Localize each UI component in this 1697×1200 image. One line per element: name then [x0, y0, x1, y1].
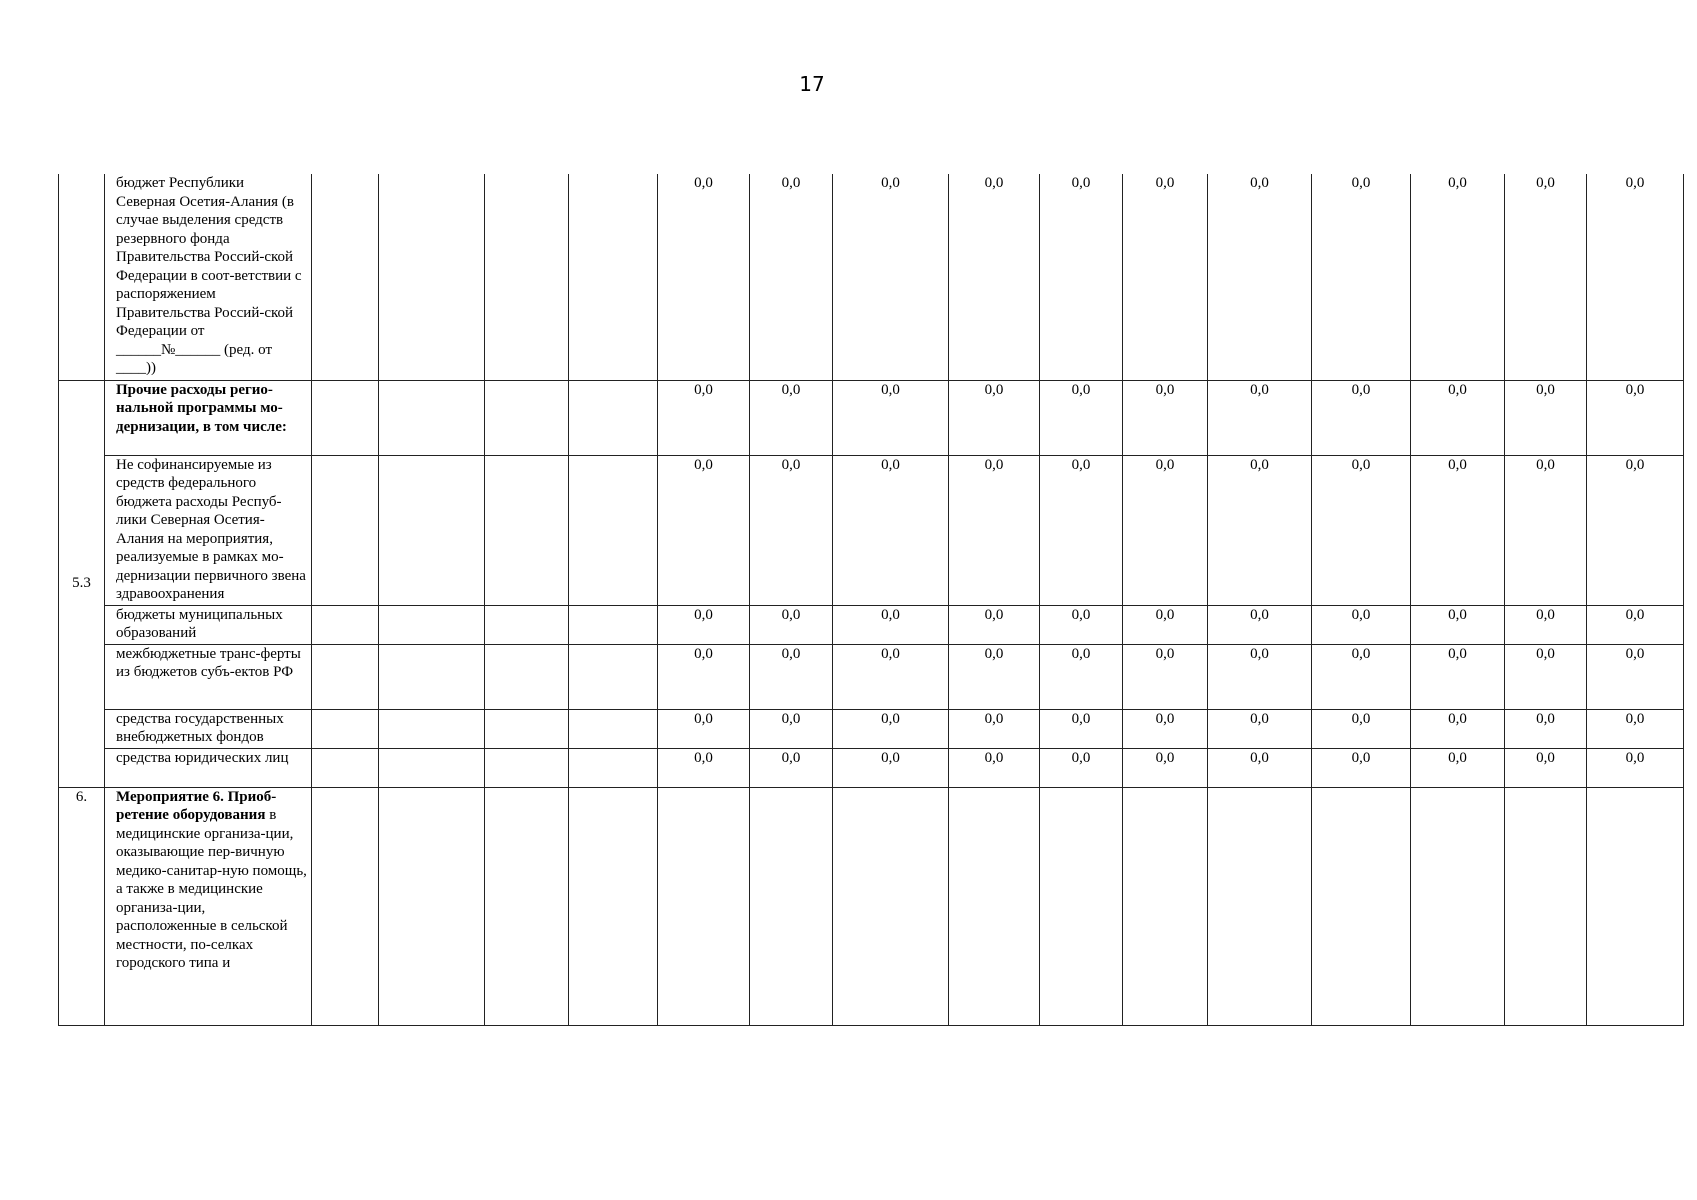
row-index-cell: 6. [59, 787, 105, 1025]
value-cell: 0,0 [1505, 748, 1587, 787]
empty-cell [569, 380, 658, 455]
value-cell: 0,0 [833, 748, 949, 787]
row-name-cell: Прочие расходы регио-нальной программы мо-дернизации, в том числе: [105, 380, 312, 455]
empty-cell [312, 709, 379, 748]
value-cell [1208, 787, 1312, 1025]
empty-cell [569, 455, 658, 605]
empty-cell [569, 709, 658, 748]
value-cell: 0,0 [949, 644, 1040, 709]
value-cell: 0,0 [1040, 455, 1123, 605]
value-cell: 0,0 [833, 455, 949, 605]
row-name-cell: бюджет Республики Северная Осетия-Алания (в случае выделения средств резервного фонда Правительства Россий-ской Федерации в соот-ветствии с распоряжением Правительства Россий-ской Федерации от ______№______ (ред. от ____)) [105, 174, 312, 380]
value-cell: 0,0 [1411, 605, 1505, 644]
value-cell: 0,0 [1587, 380, 1684, 455]
value-cell: 0,0 [949, 174, 1040, 380]
value-cell: 0,0 [1505, 174, 1587, 380]
table-row [59, 174, 1684, 380]
value-cell [750, 787, 833, 1025]
empty-cell [312, 174, 379, 380]
empty-cell [379, 787, 485, 1025]
value-cell: 0,0 [1505, 644, 1587, 709]
value-cell: 0,0 [750, 605, 833, 644]
value-cell: 0,0 [750, 748, 833, 787]
value-cell: 0,0 [1587, 644, 1684, 709]
value-cell: 0,0 [1411, 174, 1505, 380]
value-cell: 0,0 [1208, 174, 1312, 380]
value-cell: 0,0 [1208, 644, 1312, 709]
value-cell: 0,0 [1123, 455, 1208, 605]
value-cell [1123, 787, 1208, 1025]
value-cell: 0,0 [1040, 748, 1123, 787]
value-cell: 0,0 [1411, 709, 1505, 748]
value-cell: 0,0 [833, 644, 949, 709]
row-name-cell: средства государственных внебюджетных фондов [105, 709, 312, 748]
value-cell: 0,0 [750, 174, 833, 380]
budget-table [58, 174, 1684, 1026]
empty-cell [485, 380, 569, 455]
value-cell: 0,0 [1312, 174, 1411, 380]
value-cell: 0,0 [1587, 605, 1684, 644]
value-cell: 0,0 [1123, 380, 1208, 455]
value-cell: 0,0 [1312, 644, 1411, 709]
table-row [59, 748, 1684, 787]
value-cell [1411, 787, 1505, 1025]
value-cell: 0,0 [833, 174, 949, 380]
value-cell: 0,0 [949, 748, 1040, 787]
value-cell: 0,0 [1208, 709, 1312, 748]
value-cell: 0,0 [1411, 644, 1505, 709]
value-cell: 0,0 [750, 644, 833, 709]
value-cell: 0,0 [1123, 748, 1208, 787]
row-index-cell: 5.3 [59, 380, 105, 787]
value-cell: 0,0 [1040, 709, 1123, 748]
value-cell: 0,0 [1040, 605, 1123, 644]
row-name-cell [105, 787, 312, 1025]
empty-cell [312, 748, 379, 787]
empty-cell [485, 644, 569, 709]
value-cell: 0,0 [833, 605, 949, 644]
value-cell: 0,0 [1208, 605, 1312, 644]
event-title: Мероприятие 6. Приоб-ретение оборудования [116, 788, 277, 823]
value-cell: 0,0 [949, 709, 1040, 748]
empty-cell [379, 605, 485, 644]
page-number: 17 [799, 72, 825, 96]
value-cell [833, 787, 949, 1025]
value-cell: 0,0 [1040, 644, 1123, 709]
empty-cell [312, 605, 379, 644]
value-cell: 0,0 [658, 748, 750, 787]
value-cell [1312, 787, 1411, 1025]
empty-cell [379, 380, 485, 455]
table-row [59, 455, 1684, 605]
value-cell: 0,0 [1208, 748, 1312, 787]
value-cell: 0,0 [833, 380, 949, 455]
value-cell: 0,0 [750, 709, 833, 748]
value-cell: 0,0 [949, 455, 1040, 605]
table-row [59, 644, 1684, 709]
value-cell: 0,0 [1587, 455, 1684, 605]
value-cell: 0,0 [1208, 380, 1312, 455]
value-cell: 0,0 [1040, 174, 1123, 380]
empty-cell [485, 709, 569, 748]
value-cell: 0,0 [1411, 380, 1505, 455]
empty-cell [485, 455, 569, 605]
value-cell [658, 787, 750, 1025]
row-index-cell [59, 174, 105, 380]
empty-cell [379, 644, 485, 709]
empty-cell [569, 787, 658, 1025]
row-name-cell: средства юридических лиц [105, 748, 312, 787]
value-cell: 0,0 [658, 380, 750, 455]
row-name-cell: бюджеты муниципальных образований [105, 605, 312, 644]
value-cell: 0,0 [658, 709, 750, 748]
value-cell: 0,0 [1040, 380, 1123, 455]
empty-cell [485, 787, 569, 1025]
value-cell [1505, 787, 1587, 1025]
row-name-cell: межбюджетные транс-ферты из бюджетов субъ-ектов РФ [105, 644, 312, 709]
empty-cell [379, 748, 485, 787]
value-cell: 0,0 [1123, 644, 1208, 709]
empty-cell [485, 748, 569, 787]
empty-cell [569, 644, 658, 709]
table-row [59, 787, 1684, 1025]
value-cell [1587, 787, 1684, 1025]
value-cell: 0,0 [1505, 380, 1587, 455]
value-cell: 0,0 [1505, 605, 1587, 644]
event-description: в медицинские организа-ции, оказывающие пер-вичную медико-санитар-ную помощь, а также в медицинские организа-ции, расположенные в сельской местности, по-селках городского типа и [116, 807, 307, 971]
empty-cell [379, 174, 485, 380]
value-cell: 0,0 [658, 644, 750, 709]
value-cell: 0,0 [1123, 709, 1208, 748]
empty-cell [379, 709, 485, 748]
empty-cell [485, 605, 569, 644]
table-row [59, 380, 1684, 455]
value-cell: 0,0 [1208, 455, 1312, 605]
value-cell: 0,0 [1505, 455, 1587, 605]
value-cell: 0,0 [1411, 748, 1505, 787]
value-cell: 0,0 [750, 455, 833, 605]
value-cell: 0,0 [1587, 174, 1684, 380]
empty-cell [312, 644, 379, 709]
empty-cell [312, 787, 379, 1025]
row-name-cell: Не софинансируемые из средств федерального бюджета расходы Респуб-лики Северная Осетия-Алания на мероприятия, реализуемые в рамках мо-дернизации первичного звена здравоохранения [105, 455, 312, 605]
value-cell: 0,0 [658, 455, 750, 605]
empty-cell [569, 748, 658, 787]
value-cell: 0,0 [949, 380, 1040, 455]
value-cell: 0,0 [1505, 709, 1587, 748]
empty-cell [312, 380, 379, 455]
value-cell: 0,0 [750, 380, 833, 455]
value-cell: 0,0 [658, 174, 750, 380]
value-cell: 0,0 [1123, 174, 1208, 380]
value-cell: 0,0 [1587, 748, 1684, 787]
empty-cell [569, 174, 658, 380]
empty-cell [569, 605, 658, 644]
value-cell: 0,0 [1411, 455, 1505, 605]
value-cell: 0,0 [658, 605, 750, 644]
value-cell: 0,0 [1587, 709, 1684, 748]
value-cell [1040, 787, 1123, 1025]
value-cell: 0,0 [949, 605, 1040, 644]
table-row [59, 709, 1684, 748]
value-cell: 0,0 [833, 709, 949, 748]
value-cell: 0,0 [1312, 605, 1411, 644]
value-cell: 0,0 [1123, 605, 1208, 644]
empty-cell [312, 455, 379, 605]
value-cell [949, 787, 1040, 1025]
value-cell: 0,0 [1312, 455, 1411, 605]
value-cell: 0,0 [1312, 748, 1411, 787]
value-cell: 0,0 [1312, 709, 1411, 748]
value-cell: 0,0 [1312, 380, 1411, 455]
empty-cell [485, 174, 569, 380]
table-row [59, 605, 1684, 644]
empty-cell [379, 455, 485, 605]
